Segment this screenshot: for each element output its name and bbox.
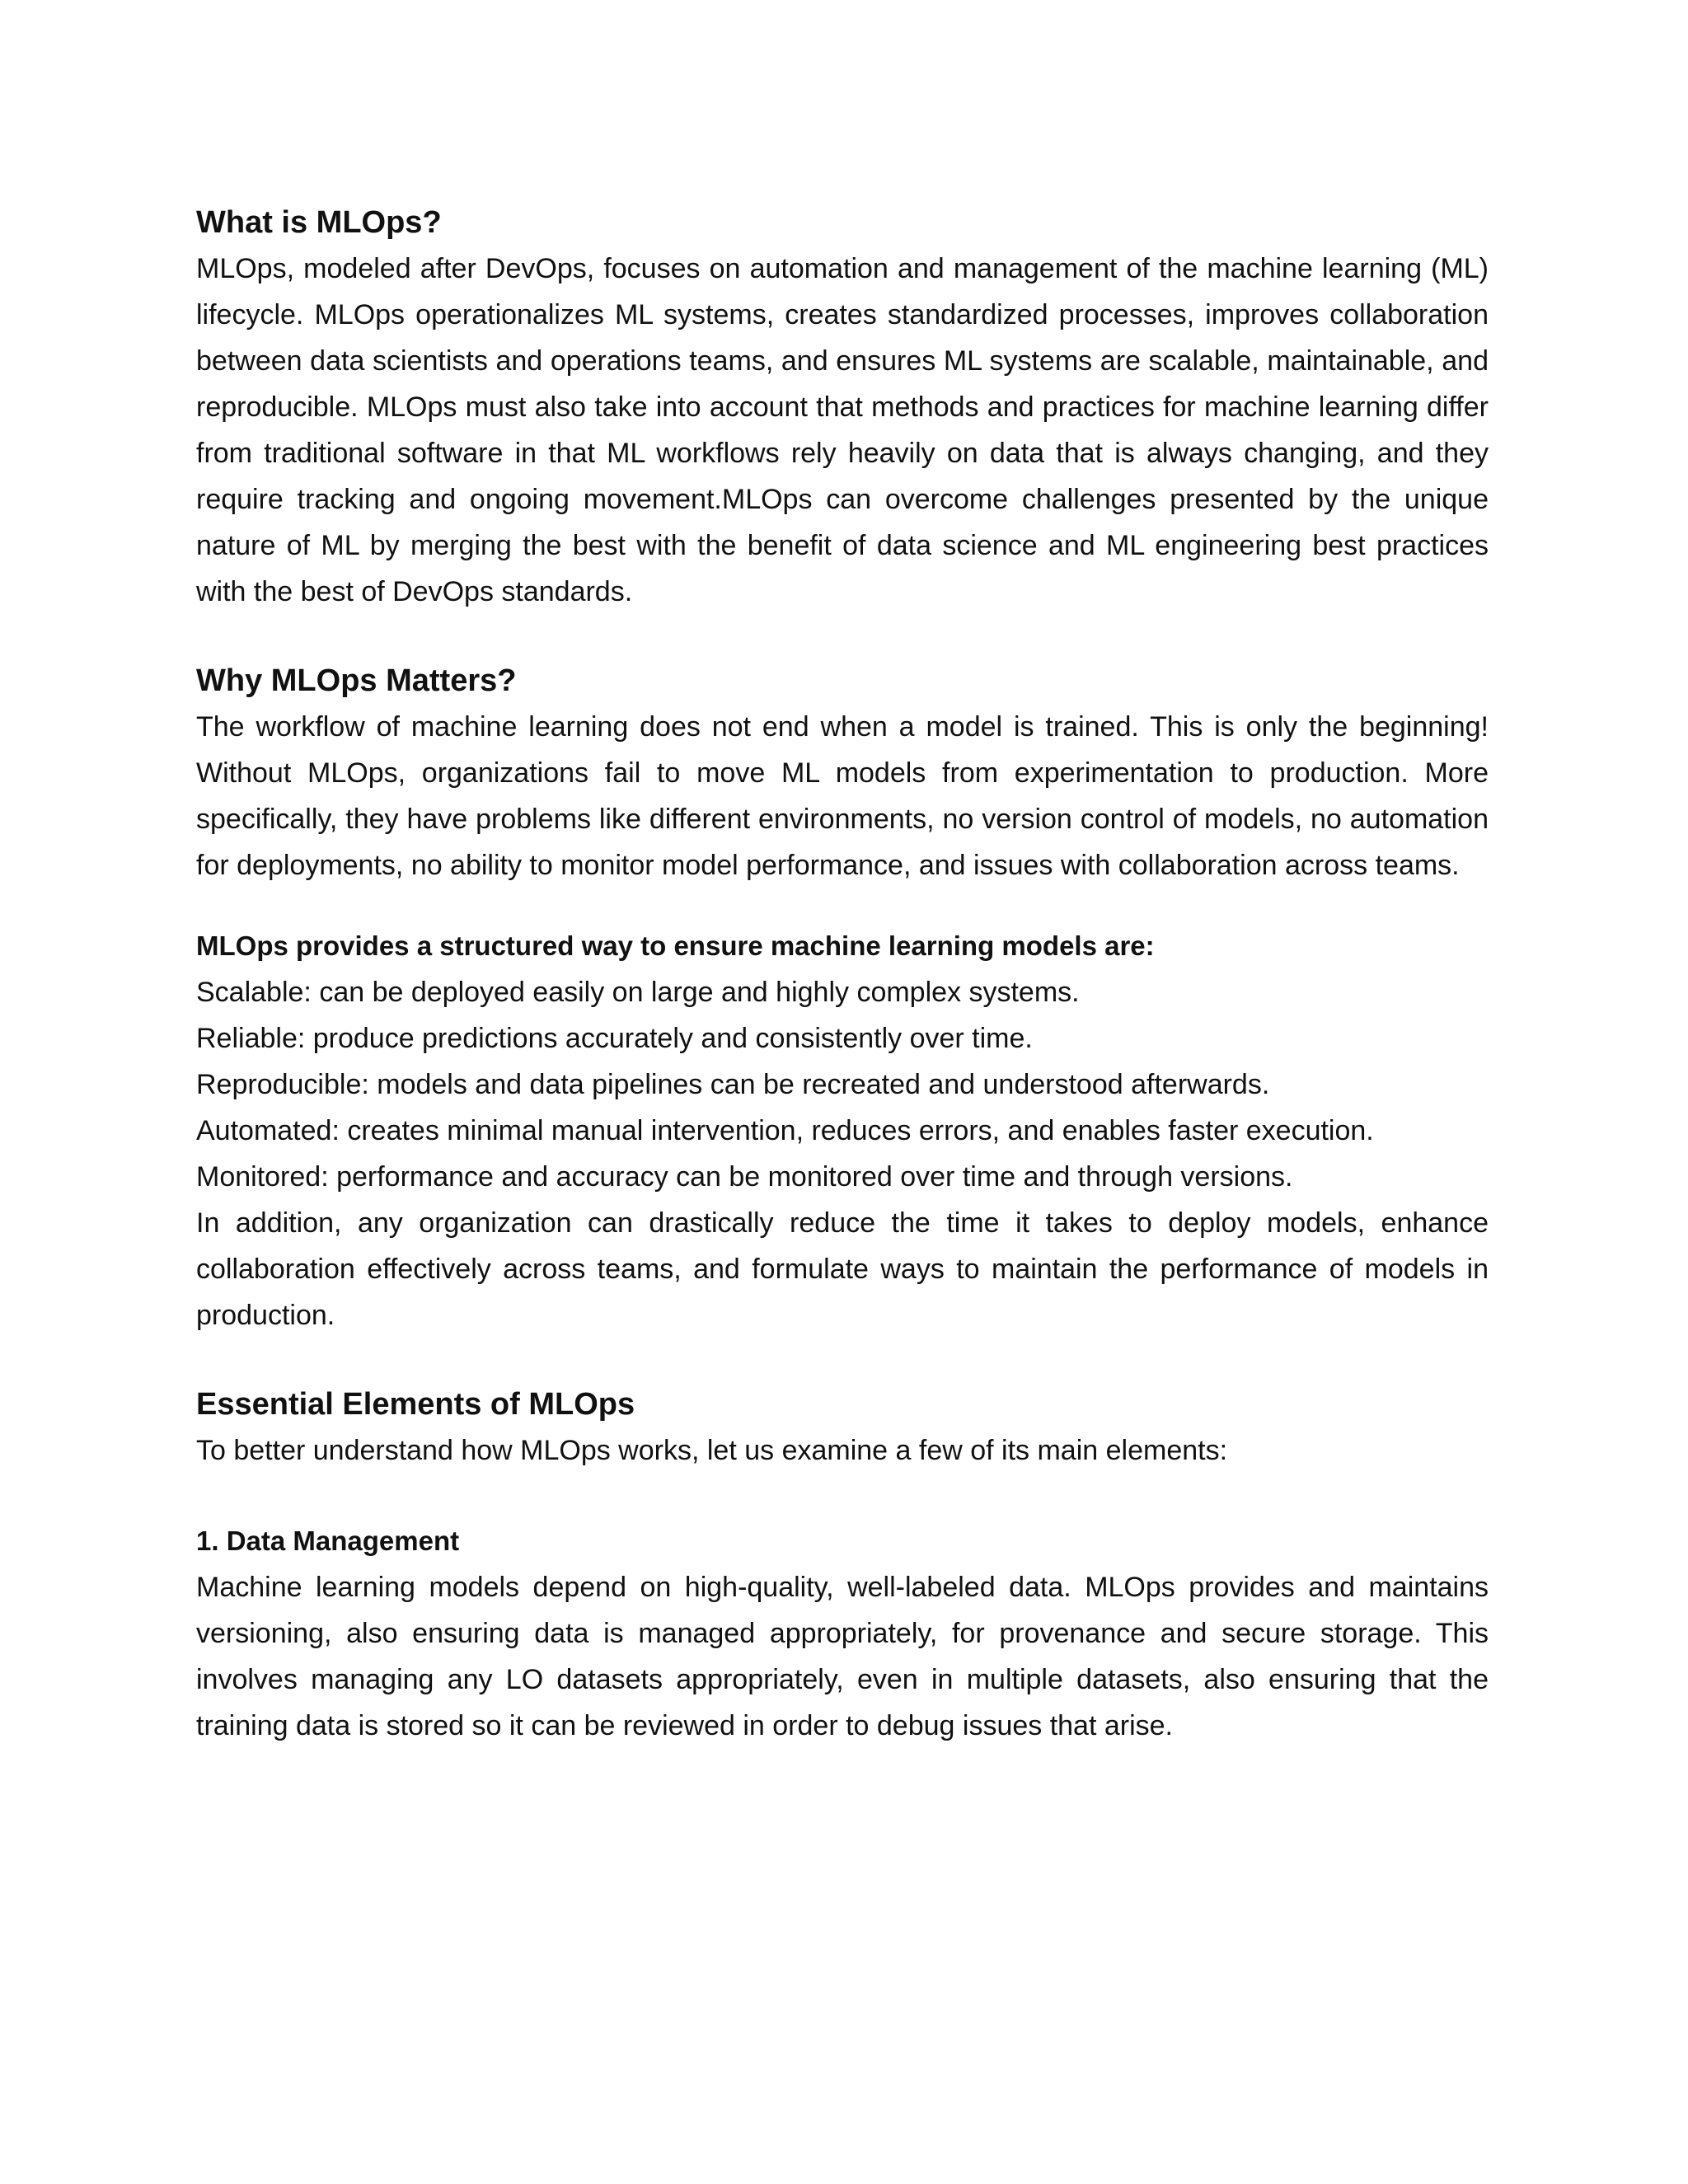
essential-elements-heading: Essential Elements of MLOps (196, 1387, 635, 1422)
mlops-benefits-closing-paragraph: In addition, any organization can drastically reduce the time it takes to deploy models, enhance collaboration effectively across teams, and formulate ways to maintain the performance of models in production. (196, 1207, 1489, 1331)
what-is-mlops-heading: What is MLOps? (196, 205, 442, 240)
what-is-mlops-section (196, 199, 1489, 615)
mlops-benefits-subheading: MLOps provides a structured way to ensure machine learning models are: (196, 930, 1155, 961)
what-is-mlops-paragraph: MLOps, modeled after DevOps, focuses on automation and management of the machine learning (ML) lifecycle. MLOps operationalizes ML systems, creates standardized processes, improves collaboration between data scientists and operations teams, and ensures ML systems are scalable, maintainable, and reproducible. MLOps must also take into account that methods and practices for machine learning differ from traditional software in that ML workflows rely heavily on data that is always changing, and they require tracking and ongoing movement.MLOps can overcome challenges presented by the unique nature of ML by merging the best with the benefit of data science and ML engineering best practices with the best of DevOps standards. (196, 253, 1489, 607)
reproducible-line: Reproducible: models and data pipelines can be recreated and understood afterwards. (196, 1069, 1270, 1100)
data-management-subheading: 1. Data Management (196, 1526, 460, 1556)
section-spacer (196, 1474, 1489, 1518)
essential-elements-intro: To better understand how MLOps works, let us examine a few of its main elements: (196, 1435, 1228, 1466)
why-mlops-matters-section (196, 658, 1489, 888)
why-mlops-matters-heading: Why MLOps Matters? (196, 663, 517, 698)
data-management-paragraph: Machine learning models depend on high-quality, well-labeled data. MLOps provides and maintains versioning, also ensuring data is managed appropriately, for provenance and secure storage. This involves managing any LO datasets appropriately, even in multiple datasets, also ensuring that the training data is stored so it can be reviewed in order to debug issues that arise. (196, 1572, 1489, 1741)
monitored-line: Monitored: performance and accuracy can be monitored over time and through versions. (196, 1161, 1293, 1193)
mlops-benefits-section (196, 923, 1489, 1338)
reliable-line: Reliable: produce predictions accurately and consistently over time. (196, 1023, 1033, 1054)
automated-line: Automated: creates minimal manual intervention, reduces errors, and enables faster execution. (196, 1115, 1374, 1146)
essential-elements-section (196, 1381, 1489, 1749)
scalable-line: Scalable: can be deployed easily on large and highly complex systems. (196, 977, 1080, 1008)
why-mlops-matters-paragraph: The workflow of machine learning does not end when a model is trained. This is only the beginning! Without MLOps, organizations fail to move ML models from experimentation to production. More specifically, they have problems like different environments, no version control of models, no automation for deployments, no ability to monitor model performance, and issues with collaboration across teams. (196, 711, 1489, 881)
document-content (196, 199, 1489, 1749)
